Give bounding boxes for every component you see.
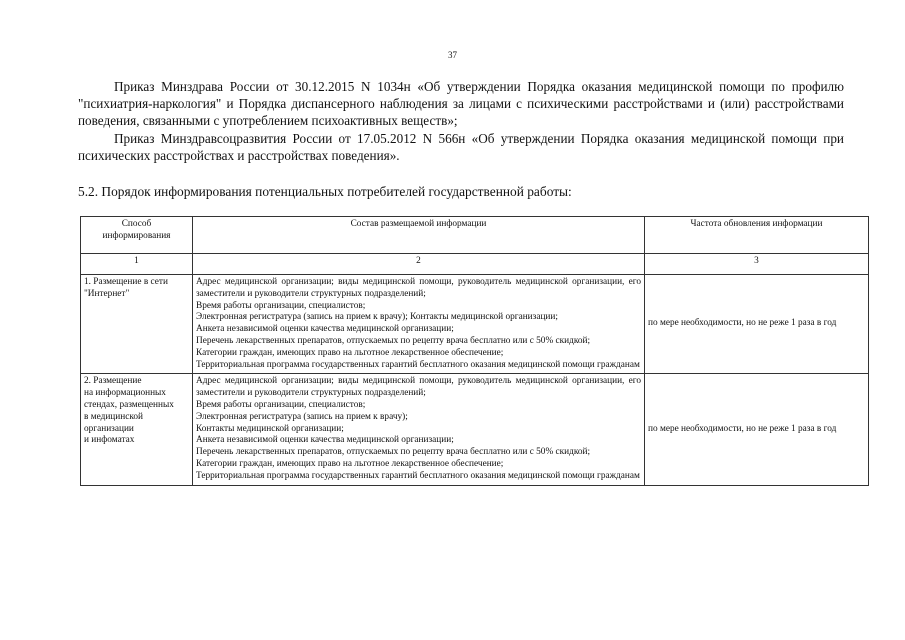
- content-line: Время работы организации, специалистов;: [196, 399, 366, 410]
- content-line: Адрес медицинской организации; виды медицинской помощи, руководитель медицинской организации, его заместители и руководители структурных подразделений;: [196, 376, 641, 399]
- method-line: стендах, размещенных: [84, 399, 174, 410]
- content-cell: [193, 275, 645, 374]
- content-line: Электронная регистратура (запись на прием к врачу);: [196, 411, 408, 422]
- paragraph-text: Приказ Минздрава России от 30.12.2015 N 1034н «Об утверждении Порядка оказания медицинской помощи по профилю "психиатрия-наркология" и Порядка диспансерного наблюдения за лицами с психическими расстройствами и (или) расстройствами поведения, связанными с употреблением психоактивных веществ»;: [78, 79, 844, 128]
- column-number: 2: [193, 254, 645, 275]
- method-line: и инфоматах: [84, 435, 135, 446]
- paragraph-order-566n: [78, 130, 844, 164]
- page-number: 37: [448, 50, 457, 60]
- method-line: организации: [84, 423, 134, 434]
- table-number-row: [81, 254, 869, 275]
- content-line: Территориальная программа государственных гарантий бесплатного оказания медицинской помощи гражданам: [196, 359, 640, 370]
- content-line: Электронная регистратура (запись на прием к врачу); Контакты медицинской организации;: [196, 312, 558, 323]
- frequency-cell: по мере необходимости, но не реже 1 раза в год: [645, 275, 869, 374]
- frequency-cell: по мере необходимости, но не реже 1 раза в год: [645, 374, 869, 485]
- content-line: Время работы организации, специалистов;: [196, 300, 366, 311]
- section-heading: 5.2. Порядок информирования потенциальных потребителей государственной работы:: [78, 184, 572, 199]
- table-row: [81, 275, 869, 374]
- column-number: 3: [645, 254, 869, 275]
- content-line: Перечень лекарственных препаратов, отпускаемых по рецепту врача бесплатно или с 50% скидкой;: [196, 335, 591, 346]
- method-line: в медицинской: [84, 411, 144, 422]
- content-line: Категории граждан, имеющих право на льготное лекарственное обеспечение;: [196, 458, 504, 469]
- content-line: Адрес медицинской организации; виды медицинской помощи, руководитель медицинской организации, его заместители и руководители структурных подразделений;: [196, 277, 641, 299]
- column-number: 1: [81, 254, 193, 275]
- table-row: [81, 374, 869, 485]
- content-cell: [193, 374, 645, 485]
- paragraph-order-1034n: [78, 78, 844, 129]
- header-method: Способ информирования: [81, 217, 193, 254]
- method-line: 1. Размещение в сети: [84, 277, 168, 287]
- content-line: Анкета независимой оценки качества медицинской организации;: [196, 435, 454, 446]
- content-line: Контакты медицинской организации;: [196, 423, 344, 434]
- content-line: Категории граждан, имеющих право на льготное лекарственное обеспечение;: [196, 347, 504, 358]
- method-line: на информационных: [84, 388, 166, 399]
- paragraph-text: Приказ Минздравсоцразвития России от 17.05.2012 N 566н «Об утверждении Порядка оказания медицинской помощи при психических расстройствах и расстройствах поведения».: [78, 131, 844, 163]
- method-line: 2. Размещение: [84, 376, 142, 387]
- method-cell: [81, 275, 193, 374]
- method-cell: [81, 374, 193, 485]
- information-table: [80, 216, 869, 486]
- content-line: Территориальная программа государственных гарантий бесплатного оказания медицинской помощи гражданам: [196, 470, 640, 481]
- header-content: Состав размещаемой информации: [193, 217, 645, 254]
- content-line: Перечень лекарственных препаратов, отпускаемых по рецепту врача бесплатно или с 50% скидкой;: [196, 447, 591, 458]
- content-line: Анкета независимой оценки качества медицинской организации;: [196, 324, 454, 335]
- table-header-row: [81, 217, 869, 254]
- header-frequency: Частота обновления информации: [645, 217, 869, 254]
- method-line: "Интернет": [84, 288, 130, 299]
